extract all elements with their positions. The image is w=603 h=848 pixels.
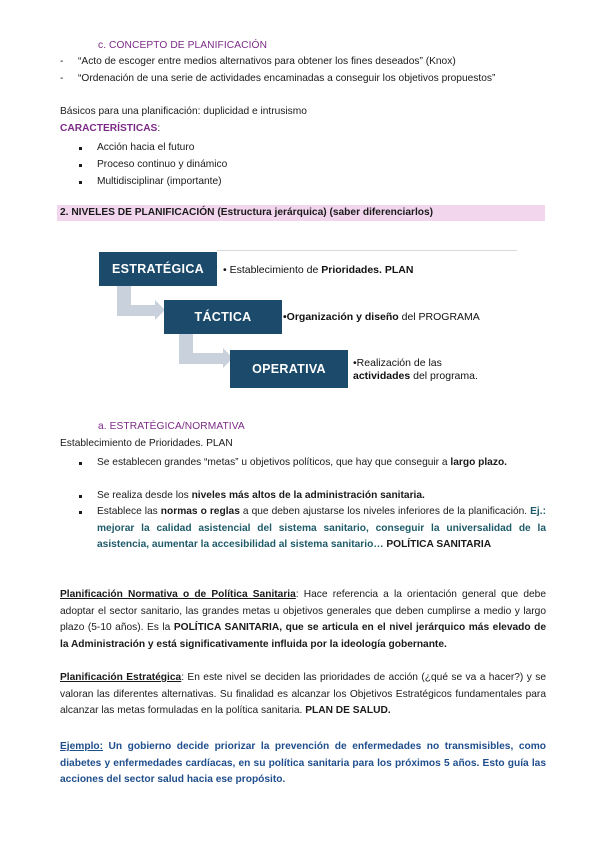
section-c-heading: c. CONCEPTO DE PLANIFICACIÓN <box>98 40 268 51</box>
bullet-icon <box>79 181 82 184</box>
definition-ordenacion: “Ordenación de una serie de actividades encaminadas a conseguir los objetivos propuestos” <box>78 73 496 84</box>
dash-marker: - <box>60 56 64 67</box>
level-box-tactica: TÁCTICA <box>164 300 282 334</box>
basics-text: Básicos para una planificación: duplicidad e intrusismo <box>60 106 307 117</box>
section-a-heading: a. ESTRATÉGICA/NORMATIVA <box>98 421 245 432</box>
bullet-icon <box>79 511 82 514</box>
bullet-icon <box>79 495 82 498</box>
elbow-connector <box>117 305 157 316</box>
level-box-estrategica: ESTRATÉGICA <box>99 252 217 286</box>
level-box-operativa: OPERATIVA <box>230 350 348 388</box>
estrategica-bullet-norms: Establece las normas o reglas a que deben ajustarse los niveles inferiores de la planificación. Ej.: mejorar la calidad asistencial del sistema sanitario, conseguir la universalidad de la asistencia, aumentar la accesibilidad al sistema sanitario… POLÍTICA SANITARIA <box>97 506 546 550</box>
feature-item: Acción hacia el futuro <box>97 142 195 153</box>
estrategica-bullet-levels: Se realiza desde los niveles más altos de la administración sanitaria. <box>97 490 425 501</box>
planning-levels-diagram <box>97 242 517 394</box>
elbow-connector <box>179 353 225 364</box>
diagram-divider <box>217 250 517 251</box>
bullet-icon <box>79 462 82 465</box>
section-a-intro: Establecimiento de Prioridades. PLAN <box>60 438 233 449</box>
estrategica-bullet-goals: Se establecen grandes “metas” u objetivos políticos, que hay que conseguir a largo plazo. <box>97 457 507 468</box>
section-2-heading: 2. NIVELES DE PLANIFICACIÓN (Estructura jerárquica) (saber diferenciarlos) <box>60 207 434 218</box>
normativa-paragraph: Planificación Normativa o de Política Sanitaria: Hace referencia a la orientación general que debe adoptar el sector sanitario, las grandes metas u objetivos generales que deben cumplirse a medio y largo plazo (5-10 años). Es la POLÍTICA SANITARIA, que se articula en el nivel jerárquico más elevado de la Administración y está significativamente influida por la ideología gobernante. <box>60 589 546 650</box>
dash-marker: - <box>60 73 64 84</box>
level-desc-operativa: •Realización de las actividades del programa. <box>353 357 478 382</box>
level-desc-tactica: •Organización y diseño del PROGRAMA <box>283 311 480 323</box>
features-title: CARACTERÍSTICAS: <box>60 123 161 134</box>
example-paragraph: Ejemplo: Un gobierno decide priorizar la prevención de enfermedades no transmisibles, como diabetes y enfermedades cardíacas, en su política sanitaria para los próximos 5 años. Esto guía las acciones del sector salud hacia ese propósito. <box>60 741 546 785</box>
definition-knox: “Acto de escoger entre medios alternativos para obtener los fines deseados” (Knox) <box>78 56 456 67</box>
bullet-icon <box>79 164 82 167</box>
bullet-icon <box>79 147 82 150</box>
feature-item: Proceso continuo y dinámico <box>97 159 228 170</box>
level-desc-estrategica: • Establecimiento de Prioridades. PLAN <box>223 264 414 276</box>
feature-item: Multidisciplinar (importante) <box>97 176 222 187</box>
estrategica-paragraph: Planificación Estratégica: En este nivel se deciden las prioridades de acción (¿qué se va a hacer?) y se valoran las diferentes alternativas. Su finalidad es alcanzar los Objetivos Estratégicos fundamentales para alcanzar las metas formuladas en la política sanitaria. PLAN DE SALUD. <box>60 672 546 716</box>
